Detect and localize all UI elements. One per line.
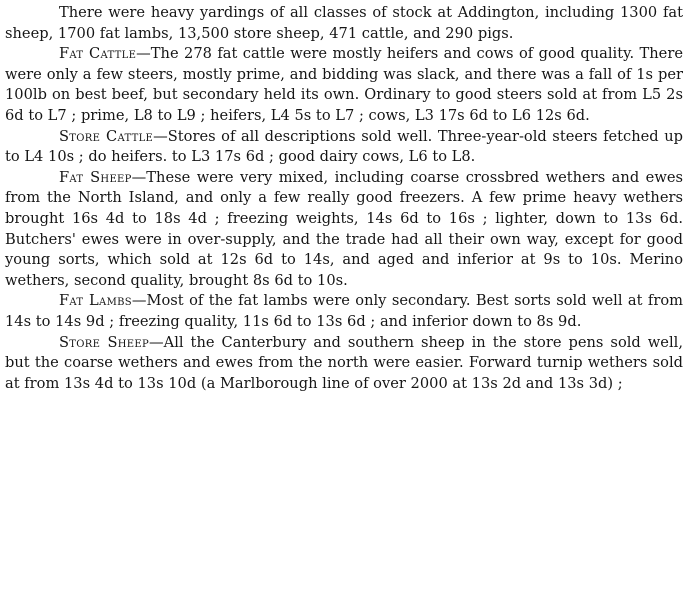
store-cattle-text: —Stores of all descriptions sold well. Three-year-old steers fetched up to L4 10s ; do heifers. to L3 17s 6d ; good dairy cows, L6 to L8.	[5, 127, 683, 166]
store-cattle-heading: Store Cattle	[59, 127, 154, 145]
store-sheep-heading: Store Sheep	[59, 333, 150, 351]
fat-cattle-heading: Fat Cattle	[59, 45, 137, 63]
intro-paragraph-text: There were heavy yardings of all classes of stock at Addington, including 1300 fat sheep, 1700 fat lambs, 13,500 store sheep, 471 cattle, and 290 pigs.	[5, 4, 683, 42]
fat-sheep-paragraph	[5, 168, 683, 292]
fat-lambs-paragraph	[5, 291, 683, 332]
fat-lambs-heading: Fat Lambs	[59, 292, 132, 310]
fat-lambs-text: —Most of the fat lambs were only secondary. Best sorts sold well at from 14s to 14s 9d ; freezing quality, 11s 6d to 13s 6d ; and inferior down to 8s 9d.	[5, 292, 683, 330]
intro-paragraph	[5, 3, 683, 44]
fat-cattle-paragraph	[5, 44, 683, 126]
fat-sheep-heading: Fat Sheep	[59, 168, 132, 186]
fat-sheep-text: —These were very mixed, including coarse crossbred wethers and ewes from the North Island, and only a few really good freezers. A few prime heavy wethers brought 16s 4d to 18s 4d ; freezing weights, 14s 6d to 16s ; lighter, down to 13s 6d. Butchers' ewes were in over-supply, and the trade had all their own way, except for good young sorts, which sold at 12s 6d to 14s, and aged and inferior at 9s to 10s. Merino wethers, second quality, brought 8s 6d to 10s.	[5, 168, 683, 289]
fat-cattle-text: —The 278 fat cattle were mostly heifers and cows of good quality. There were only a few steers, mostly prime, and bidding was slack, and there was a fall of 1s per 100lb on best beef, but secondary held its own. Ordinary to good steers sold at from L5 2s 6d to L7 ; prime, L8 to L9 ; heifers, L4 5s to L7 ; cows, L3 17s 6d to L6 12s 6d.	[5, 45, 683, 124]
store-sheep-text: —All the Canterbury and southern sheep in the store pens sold well, but the coarse wethers and ewes from the north were easier. Forward turnip wethers sold at from 13s 4d to 13s 10d (a Marlborough line of over 2000 at 13s 2d and 13s 3d) ;	[5, 333, 683, 392]
store-cattle-paragraph	[5, 127, 683, 168]
store-sheep-paragraph	[5, 333, 683, 395]
